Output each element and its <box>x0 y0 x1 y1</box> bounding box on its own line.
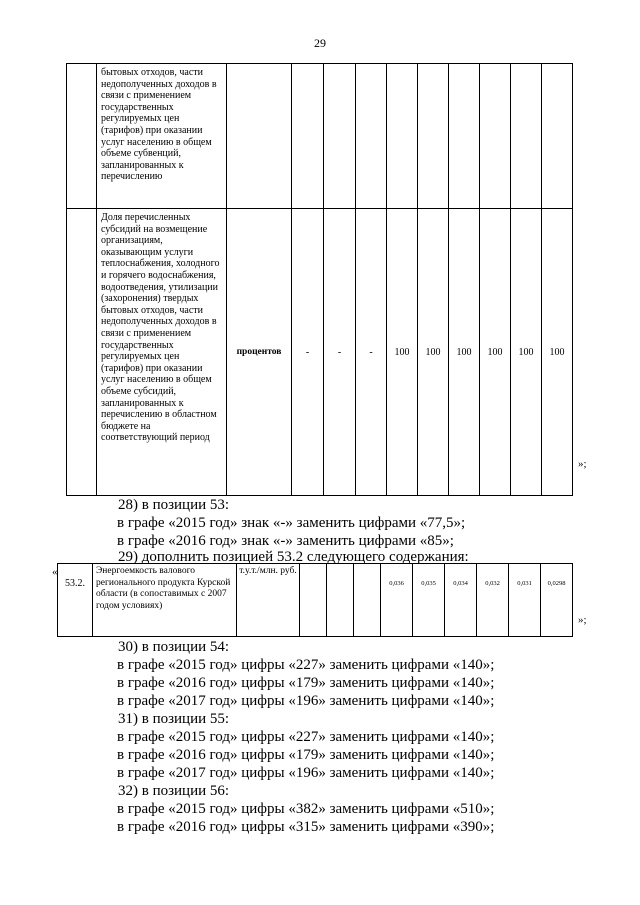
row-number-cell <box>67 209 97 496</box>
item-31-heading: 31) в позиции 55: <box>118 711 230 727</box>
row-number-cell <box>67 64 97 209</box>
value-cell: - <box>324 209 356 496</box>
position-number: 53.2. <box>58 564 93 637</box>
page-number: 29 <box>314 36 326 50</box>
value-cell: 100 <box>542 209 573 496</box>
closing-quote: »; <box>578 614 587 626</box>
value-cell: 0,032 <box>477 564 509 637</box>
item-30-heading: 30) в позиции 54: <box>118 639 230 655</box>
value-cell: 0,0298 <box>541 564 573 637</box>
unit-cell: т.у.т./млн. руб. <box>237 564 300 637</box>
value-cell <box>324 64 356 209</box>
value-cell <box>480 64 511 209</box>
value-cell <box>511 64 542 209</box>
amendment-line: в графе «2017 год» цифры «196» заменить цифрами «140»; <box>117 693 495 709</box>
value-cell <box>542 64 573 209</box>
value-cell <box>292 64 324 209</box>
amendment-line: в графе «2016 год» знак «-» заменить цифрами «85»; <box>117 533 454 549</box>
value-cell <box>418 64 449 209</box>
indicators-table-continued <box>66 63 573 496</box>
value-cell: - <box>356 209 387 496</box>
amendment-line: в графе «2015 год» цифры «382» заменить цифрами «510»; <box>117 801 495 817</box>
indicator-description: Доля перечисленных субсидий на возмещение организациям, оказывающим услуги теплоснабжения, холодного и горячего водоснабжения, водоотведения, утилизации (захоронения) твердых бытовых отходов, части недополученных доходов в связи с применением государственных регулируемых цен (тарифов) при оказании услуг населению в общем объеме субсидий, запланированных к перечислению в областном бюджете на соответствующий период <box>97 209 227 496</box>
value-cell <box>354 564 381 637</box>
value-cell: 100 <box>418 209 449 496</box>
value-cell: 100 <box>511 209 542 496</box>
value-cell <box>356 64 387 209</box>
indicator-description: Энергоемкость валового регионального продукта Курской области (в сопоставимых с 2007 годом условиях) <box>93 564 237 637</box>
table-row <box>67 209 573 496</box>
amendment-line: в графе «2017 год» цифры «196» заменить цифрами «140»; <box>117 765 495 781</box>
table-row <box>58 564 573 637</box>
opening-quote: « <box>52 566 58 578</box>
value-cell <box>387 64 418 209</box>
closing-quote: »; <box>578 458 587 470</box>
amendment-line: в графе «2015 год» цифры «227» заменить цифрами «140»; <box>117 657 495 673</box>
value-cell <box>327 564 354 637</box>
unit-cell: процентов <box>227 209 292 496</box>
amendment-line: в графе «2016 год» цифры «179» заменить цифрами «140»; <box>117 747 495 763</box>
value-cell <box>449 64 480 209</box>
amendment-line: в графе «2015 год» знак «-» заменить цифрами «77,5»; <box>117 515 466 531</box>
value-cell: 0,031 <box>509 564 541 637</box>
item-32-heading: 32) в позиции 56: <box>118 783 230 799</box>
indicator-description: бытовых отходов, части недополученных доходов в связи с применением государственных регулируемых цен (тарифов) при оказании услуг населению в общем объеме субвенций, запланированных к перечислению <box>97 64 227 209</box>
table-row <box>67 64 573 209</box>
value-cell: 0,035 <box>413 564 445 637</box>
amendment-line: в графе «2016 год» цифры «179» заменить цифрами «140»; <box>117 675 495 691</box>
new-position-table <box>57 563 573 637</box>
value-cell: 100 <box>449 209 480 496</box>
value-cell: 0,034 <box>445 564 477 637</box>
value-cell: 100 <box>387 209 418 496</box>
value-cell: 100 <box>480 209 511 496</box>
value-cell: 0,036 <box>381 564 413 637</box>
item-28-heading: 28) в позиции 53: <box>118 497 230 513</box>
value-cell: - <box>292 209 324 496</box>
amendment-line: в графе «2016 год» цифры «315» заменить цифрами «390»; <box>117 819 495 835</box>
value-cell <box>300 564 327 637</box>
amendment-line: в графе «2015 год» цифры «227» заменить цифрами «140»; <box>117 729 495 745</box>
item-29-heading: 29) дополнить позицией 53.2 следующего содержания: <box>118 549 469 565</box>
unit-cell <box>227 64 292 209</box>
